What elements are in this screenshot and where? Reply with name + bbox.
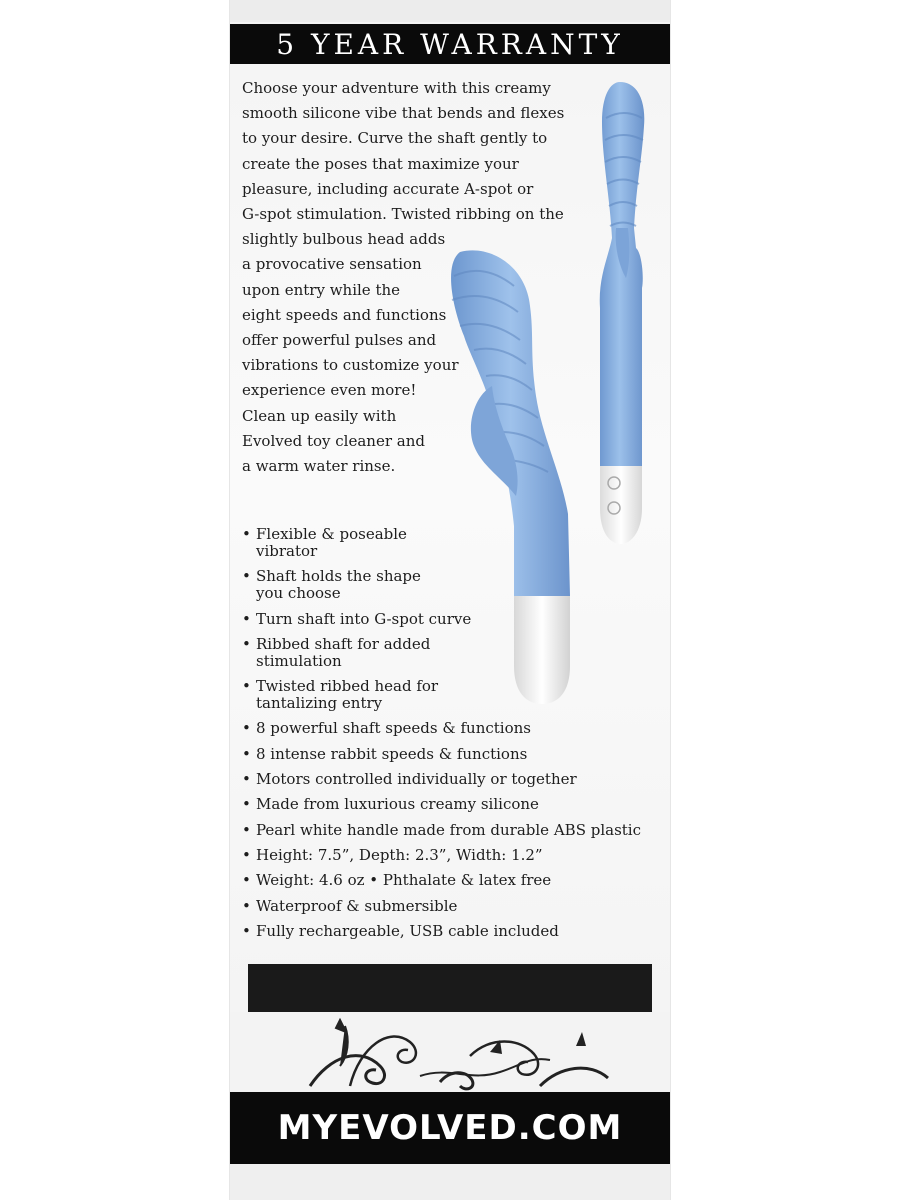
feature-list [242,526,662,948]
product-box-back [230,0,670,1200]
bullet-icon: • [242,719,251,738]
bottom-strip [230,1164,670,1200]
description-line: create the poses that maximize your [242,154,519,173]
description-line: upon entry while the [242,280,401,299]
bullet-icon: • [242,871,251,890]
feature-item [242,611,662,628]
description-line: to your desire. Curve the shaft gently to [242,129,548,148]
description-line: Choose your adventure with this creamy [242,79,551,97]
description-line: eight speeds and functions [242,305,447,324]
feature-text: Weight: 4.6 oz • Phthalate & latex free [256,871,552,890]
feature-item [242,746,662,763]
feature-text: 8 intense rabbit speeds & functions [256,744,528,763]
top-strip [230,0,670,22]
feature-item [242,568,662,602]
feature-item [242,678,662,712]
bullet-icon: • [242,609,251,628]
website-banner [230,1092,670,1164]
bullet-icon: • [242,896,251,915]
bullet-icon: • [242,921,251,940]
description-line: Evolved toy cleaner and [242,431,425,450]
description-line: vibrations to customize your [242,356,459,375]
feature-item [242,796,662,813]
feature-text: Twisted ribbed head for [256,677,439,696]
flourish-ornament-icon [290,1016,620,1092]
feature-item [242,872,662,889]
description-line: a provocative sensation [242,255,422,274]
description-line: offer powerful pulses and [242,331,437,350]
feature-text: Pearl white handle made from durable ABS plastic [256,820,641,839]
black-band [248,964,652,1012]
description-line: a warm water rinse. [242,457,396,476]
ornament-panel [230,1012,670,1092]
bullet-icon: • [242,677,251,696]
feature-text: tantalizing entry [256,694,383,713]
feature-item [242,636,662,670]
warranty-banner [230,24,670,64]
description-line: pleasure, including accurate A-spot or [242,179,534,198]
description-line: Clean up easily with [242,406,397,425]
product-image-upright [590,78,660,548]
feature-text: Fully rechargeable, USB cable included [256,921,559,940]
feature-text: 8 powerful shaft speeds & functions [256,719,531,738]
feature-item [242,526,662,560]
feature-text: Waterproof & submersible [256,896,458,915]
bullet-icon: • [242,845,251,864]
bullet-icon: • [242,525,251,543]
feature-text: you choose [256,584,341,603]
feature-item [242,898,662,915]
website-url: MYEVOLVED.COM [277,1108,623,1148]
feature-text: Ribbed shaft for added [256,634,431,653]
feature-text: Made from luxurious creamy silicone [256,795,539,814]
bullet-icon: • [242,744,251,763]
feature-text: Turn shaft into G-spot curve [256,609,472,628]
bullet-icon: • [242,820,251,839]
feature-text: Motors controlled individually or together [256,770,577,789]
bullet-icon: • [242,634,251,653]
description-line: experience even more! [242,381,417,400]
feature-item [242,822,662,839]
feature-text: vibrator [256,542,318,560]
feature-text: Flexible & poseable [256,525,407,543]
bullet-icon: • [242,770,251,789]
feature-text: Height: 7.5”, Depth: 2.3”, Width: 1.2” [256,845,543,864]
description-line: slightly bulbous head adds [242,230,446,249]
feature-item [242,923,662,940]
feature-text: stimulation [256,651,342,670]
bullet-icon: • [242,795,251,814]
description-line: G-spot stimulation. Twisted ribbing on the [242,205,564,224]
bullet-icon: • [242,567,251,586]
feature-text: Shaft holds the shape [256,567,421,586]
feature-item [242,771,662,788]
description-line: smooth silicone vibe that bends and flexes [242,104,565,123]
warranty-text: 5 YEAR WARRANTY [276,27,624,61]
feature-item [242,720,662,737]
feature-item [242,847,662,864]
